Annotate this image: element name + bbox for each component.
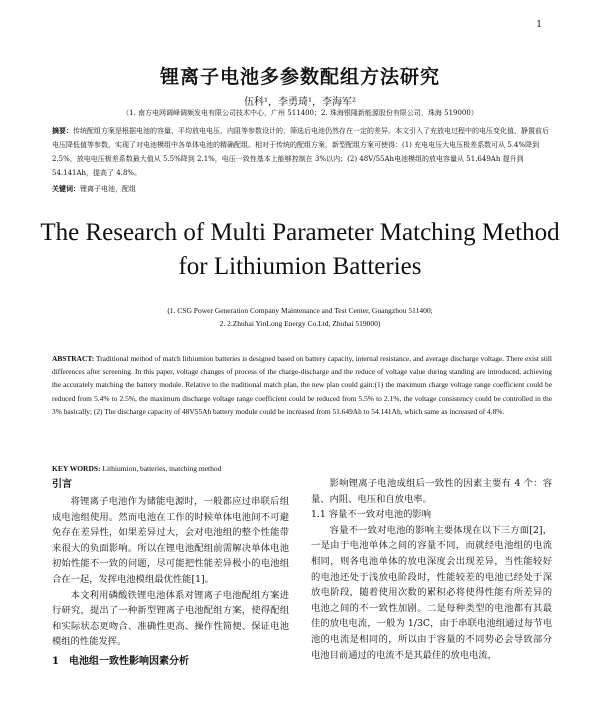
section-heading-1: 1 电池组一致性影响因素分析 — [52, 655, 189, 667]
title-line-2: for Lithiumion Batteries — [178, 253, 422, 280]
abstract-text-chinese: 传统配组方案是根据电池的容量、平均放电电压、内阻等参数设计的，筛选后电池仍然存在一定的差异。本文引入了充放电过程中的电压变化值、静置前后电压降低值等参数，实现了对电池模组中各单体电池的精确配组。相对于传统的配组方案，新型配组方案可使得：(1) 充电电压大电压极差系数可从 5.4%降到 2.5%，放电电压极差系数最大值从 5.5%降到 2.1%，电压一致性基本上能够控制在 3%以内；(2) 48V/55Ah电池模组的放电容量从 51.649Ah 提升到 54.141Ah，提高了 4.8%。 — [52, 127, 549, 177]
authors-chinese: 伍科¹，李勇琦¹，李海军² — [243, 97, 357, 108]
keywords-text-chinese: 锂离子电池，配组 — [80, 185, 136, 193]
body-column-right — [311, 476, 552, 663]
keywords-chinese — [52, 184, 552, 194]
section-heading-introduction: 引言 — [52, 479, 72, 490]
affiliation-english — [0, 304, 600, 330]
abstract-english — [52, 352, 552, 418]
keywords-english — [52, 464, 312, 473]
affiliation-chinese: （1. 南方电网调峰调频发电有限公司技术中心，广州 511400；2. 珠海银隆新能源股份有限公司，珠海 519000） — [122, 109, 478, 117]
affiliation-line-1: (1. CSG Power Generation Company Maintenance and Test Center, Guangzhou 511400; — [167, 306, 433, 315]
page-title-chinese: 锂离子电池多参数配组方法研究 — [159, 66, 440, 88]
title-line-1: The Research of Multi Parameter Matching Method — [40, 219, 560, 246]
paragraph-intro-1: 将锂离子电池作为储能电源时，一般都应过串联后组成电池组使用。然而电池在工作的时候单体电池间不可避免存在差异性，如果差异过大，会对电池组的整个性能带来很大的负面影响。所以在锂电池配组前需解决单体电池初始性能不一致的问题，尽可能把性能差异极小的电池组合在一起，发挥电池模组最优性能[1]。 — [52, 496, 289, 585]
abstract-label-english: ABSTRACT: — [52, 354, 95, 363]
paragraph-factors: 影响锂离子电池成组后一致性的因素主要有 4 个：容量、内阻、电压和自放电率。 — [311, 478, 552, 505]
body-column-left — [52, 476, 289, 670]
keywords-text-english: Lithiumion, batteries, matching method — [102, 464, 222, 473]
paragraph-capacity: 容量不一致对电池的影响主要体现在以下三方面[2]，一是由于电池单体之间的容量不同，而就经电池组的电流相同，则各电池单体的放电深度会出现差异，当性能较好的电池还处于浅放电阶段时，性能较差的电池已经处于深放电阶段，随着使用次数的累积必将使得性能有所差异的电池之间的不一致性加剧。二是每种类型的电池都有其最佳的放电电流，一般为 1/3C，由于串联电池组通过每节电池的电流是相同的，所以由于容量的不同势必会导致部分电池目前通过的电流不是其最佳的放电电流， — [311, 524, 552, 661]
keywords-label-chinese: 关键词： — [52, 184, 80, 193]
abstract-chinese — [52, 124, 552, 180]
abstract-text-english: Traditional method of match lithiumion batteries is designed based on battery capacity, internal resistance, and average discharge voltage. There exist still differences after screening. In this paper, voltage changes of process of the charge-discharge and the reduce of voltage value during standing are introduced, achieving the accurately matching the battery module. Relative to the traditional match plan, the new plan could gain:(1) the maximum charge voltage range coefficient could be reduced from 5.4% to 2.5%, the maximum discharge voltage range coefficient could be reduced from 5.5% to 2.1%, the voltage consistency could be controlled in the 3% basically; (2) The discharge capacity of 48V55Ah battery module could be increased from 51.649Ah to 54.141Ah, which same as increased of 4.8%. — [52, 354, 552, 416]
abstract-label-chinese: 摘要： — [52, 126, 73, 135]
section-heading-1-1: 1.1 容量不一致对电池的影响 — [311, 509, 432, 521]
affiliation-line-2: 2. 2.Zhuhai YinLong Energy Co.Ltd, Zhuhai 519000) — [219, 319, 381, 328]
page-title-english — [0, 216, 600, 284]
keywords-label-english: KEY WORDS: — [52, 464, 101, 473]
paragraph-intro-2: 本文利用磷酸铁锂电池体系对锂离子电池配组方案进行研究，提出了一种新型锂离子电池配组方案，使得配组和实际状态更吻合、准确性更高、操作性简便、保证电池模组的性能发挥。 — [52, 589, 289, 648]
page-number: 1 — [536, 20, 542, 30]
